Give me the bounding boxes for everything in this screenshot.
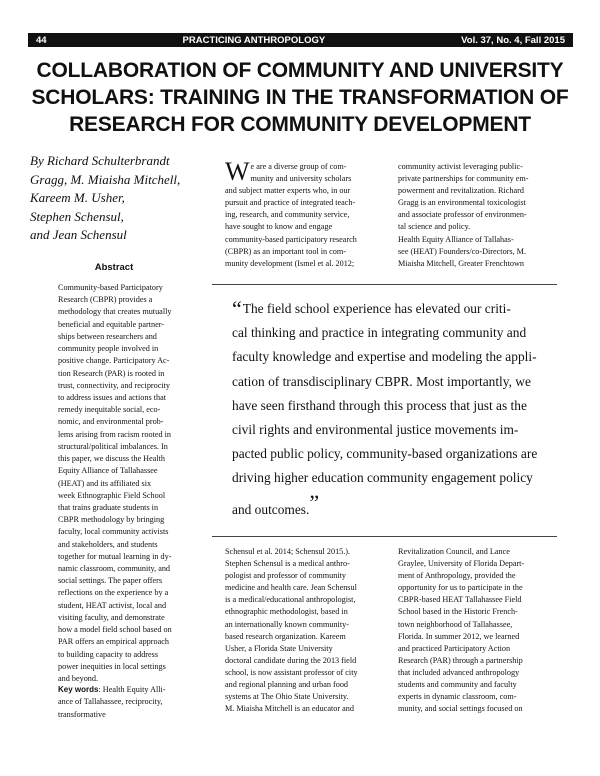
body-text-line: Graylee, University of Florida Depart- — [398, 559, 525, 569]
body-text-line: systems at The Ohio State University. — [225, 692, 349, 702]
pull-quote-text: faculty knowledge and expertise and modeling the appli- — [232, 349, 537, 365]
body-text-line: based research organization. Kareem — [225, 631, 346, 641]
abstract-line: namic classroom, community, and — [58, 564, 171, 574]
pull-quote — [232, 297, 562, 522]
body-column-1-bottom — [225, 546, 385, 715]
abstract-line: methodology that creates mutually — [58, 307, 172, 317]
pull-quote-line — [232, 321, 562, 345]
abstract-line: week Ethnographic Field School — [58, 490, 166, 500]
body-column-2-bottom — [398, 546, 558, 715]
body-text-line: pursuit and practice of integrated teach- — [225, 198, 356, 208]
pull-quote-text: and outcomes. — [232, 501, 310, 517]
body-text-line: community-based participatory research — [225, 234, 357, 244]
abstract-line: reflections on the experience by a — [58, 588, 169, 598]
body-column-1-top — [225, 157, 385, 270]
abstract-line: Research (CBPR) provides a — [58, 295, 153, 305]
body-text-line: Health Equity Alliance of Tallahas- — [398, 234, 514, 244]
abstract-body — [58, 282, 200, 685]
pull-quote-text: civil rights and environmental justice movements im- — [232, 422, 519, 438]
body-text-line: Revitalization Council, and Lance — [398, 547, 510, 556]
abstract-line: that trains graduate students in — [58, 502, 159, 512]
keywords-label: Key words — [58, 685, 99, 694]
abstract-line: PAR offers an empirical approach — [58, 637, 169, 647]
abstract-line: trust, connectivity, and reciprocity — [58, 380, 171, 390]
body-text-line: munity, and social settings focused on — [398, 704, 523, 714]
body-text-line: medicine and health care. Jean Schensul — [225, 583, 357, 593]
body-text-line: munity and university scholars — [250, 174, 352, 184]
abstract-line: and stakeholders, and students — [58, 539, 158, 549]
running-header — [28, 33, 573, 47]
pull-quote-text: The field school experience has elevated our criti- — [242, 301, 511, 316]
body-text-line: Florida. In summer 2012, we learned — [398, 631, 520, 641]
page-number: 44 — [36, 34, 47, 46]
author-line: Stephen Schensul, — [30, 208, 124, 224]
pull-quote-text: cal thinking and practice in integrating community and — [232, 325, 527, 341]
abstract-line: beneficial and equitable partner- — [58, 319, 164, 329]
body-text-line: ethnographic methodologist, based in — [225, 607, 348, 617]
pull-quote-text: driving higher education community engagement policy — [232, 470, 533, 486]
abstract-line: lems arising from racism rooted in — [58, 429, 172, 439]
abstract-line: community people involved in — [58, 344, 159, 354]
pull-quote-text: pacted public policy, community-based organizations are — [232, 446, 538, 462]
abstract-line: to building capacity to address — [58, 649, 159, 659]
abstract-line: structural/political imbalances. In — [58, 441, 168, 451]
abstract-line: student, HEAT activist, local and — [58, 600, 167, 610]
author-line: Gragg, M. Miaisha Mitchell, — [30, 171, 181, 187]
abstract-line: (HEAT) and its affiliated six — [58, 478, 152, 488]
body-text-line: experts in dynamic classroom, com- — [398, 692, 517, 702]
journal-name: PRACTICING ANTHROPOLOGY — [182, 34, 326, 46]
body-text-line: an internationally known community- — [225, 619, 349, 629]
pull-quote-line — [232, 297, 562, 321]
keywords-text: : Health Equity Alli- — [98, 685, 166, 694]
body-text-line: powerment and revitalization. Richard — [398, 186, 524, 196]
abstract-line: power inequities in local settings — [58, 661, 166, 671]
body-text-line: opportunity for us to participate in the — [398, 583, 523, 593]
body-text-line: munity development (Ismel et al. 2012; — [225, 258, 355, 268]
keywords-text: transformative — [58, 709, 106, 719]
author-byline — [30, 152, 198, 245]
body-text-line: (CBPR) as an important tool in com- — [225, 246, 346, 256]
abstract-heading: Abstract — [94, 262, 134, 273]
body-text-line: Stephen Schensul is a medical anthro- — [225, 559, 350, 569]
body-text-line: pologist and professor of community — [225, 571, 346, 581]
body-text-line: and subject matter experts who, in our — [225, 186, 351, 196]
author-line: Kareem M. Usher, — [30, 190, 125, 206]
pull-quote-text: cation of transdisciplinary CBPR. Most importantly, we — [232, 373, 531, 389]
body-text-line: and associate professor of environmen- — [398, 210, 527, 220]
abstract-line: this paper, we discuss the Health — [58, 454, 165, 464]
pull-quote-line — [232, 491, 562, 522]
abstract-line: visiting faculty, and demonstrate — [58, 612, 165, 622]
pull-quote-bottom-rule — [212, 536, 557, 537]
body-text-line: Schensul et al. 2014; Schensul 2015.). — [225, 547, 351, 556]
abstract-line: remedy inequitable social, eco- — [58, 405, 161, 415]
body-text-line: doctoral candidate during the 2013 field — [225, 655, 357, 665]
pull-quote-line — [232, 442, 562, 466]
pull-quote-line — [232, 345, 562, 369]
pull-quote-line — [232, 394, 562, 418]
body-text-line: Miaisha Mitchell, Greater Frenchtown — [398, 258, 524, 268]
title-line: COLLABORATION OF COMMUNITY AND UNIVERSITY — [36, 59, 564, 82]
abstract-line: positive change. Participatory Ac- — [58, 356, 170, 366]
body-text-line: Research (PAR) through a partnership — [398, 655, 523, 665]
body-text-line: and practiced Participatory Action — [398, 643, 511, 653]
abstract-line: CBPR methodology by bringing — [58, 515, 165, 525]
body-text-line: school, is now assistant professor of city — [225, 667, 358, 677]
abstract-line: together for mutual learning in dy- — [58, 551, 172, 561]
abstract-line: tion Research (PAR) is rooted in — [58, 368, 165, 378]
body-text-line: is a medical/educational anthropologist, — [225, 595, 356, 605]
article-title — [30, 57, 570, 138]
body-text-line: town neighborhood of Tallahassee, — [398, 619, 513, 629]
body-text-line: community activist leveraging public- — [398, 162, 523, 171]
body-text-line: private partnerships for community em- — [398, 174, 529, 184]
body-text-line: CBPR-based HEAT Tallahassee Field — [398, 595, 522, 605]
abstract-line: nomic, and environmental prob- — [58, 417, 164, 427]
body-text-line: ment of Anthropology, provided the — [398, 571, 516, 581]
close-quote-mark: ” — [309, 489, 320, 515]
abstract-line: Community-based Participatory — [58, 283, 163, 292]
pull-quote-line — [232, 418, 562, 442]
open-quote-mark: “ — [232, 296, 242, 321]
body-text-line: e are a diverse group of com- — [250, 162, 347, 171]
issue-info: Vol. 37, No. 4, Fall 2015 — [461, 34, 565, 46]
body-text-line: tal science and policy. — [398, 222, 471, 232]
author-line: and Jean Schensul — [30, 227, 127, 243]
body-text-line: M. Miaisha Mitchell is an educator and — [225, 704, 354, 714]
abstract-line: and beyond. — [58, 674, 99, 683]
abstract-line: social settings. The paper offers — [58, 576, 163, 586]
body-text-line: Gragg is an environmental toxicologist — [398, 198, 526, 208]
abstract-line: how a model field school based on — [58, 625, 172, 635]
pull-quote-line — [232, 370, 562, 394]
body-text-line: have sought to know and engage — [225, 222, 333, 232]
body-text-line: and regional planning and urban food — [225, 680, 349, 690]
body-column-2-top — [398, 161, 558, 270]
body-text-line: School based in the Historic French- — [398, 607, 518, 617]
abstract-line: faculty, local community activists — [58, 527, 169, 537]
title-line: SCHOLARS: TRAINING IN THE TRANSFORMATION OF — [31, 86, 569, 109]
pull-quote-top-rule — [212, 284, 557, 285]
abstract-line: to address issues and actions that — [58, 392, 167, 402]
body-text-line: see (HEAT) Founders/co-Directors, M. — [398, 246, 527, 256]
pull-quote-text: have seen firsthand through this process that just as the — [232, 397, 527, 413]
author-line: By Richard Schulterbrandt — [30, 153, 170, 168]
keywords — [58, 684, 200, 721]
abstract-line: ships between researchers and — [58, 331, 157, 341]
body-text-line: Usher, a Florida State University — [225, 643, 333, 653]
keywords-text: ance of Tallahassee, reciprocity, — [58, 697, 163, 707]
body-text-line: students and community and faculty — [398, 680, 517, 690]
body-text-line: ing, research, and community service, — [225, 210, 350, 220]
title-line: RESEARCH FOR COMMUNITY DEVELOPMENT — [69, 113, 531, 136]
drop-cap: W — [225, 157, 250, 186]
pull-quote-line — [232, 466, 562, 490]
body-text-line: that included advanced anthropology — [398, 667, 520, 677]
abstract-line: Equity Alliance of Tallahassee — [58, 466, 158, 476]
